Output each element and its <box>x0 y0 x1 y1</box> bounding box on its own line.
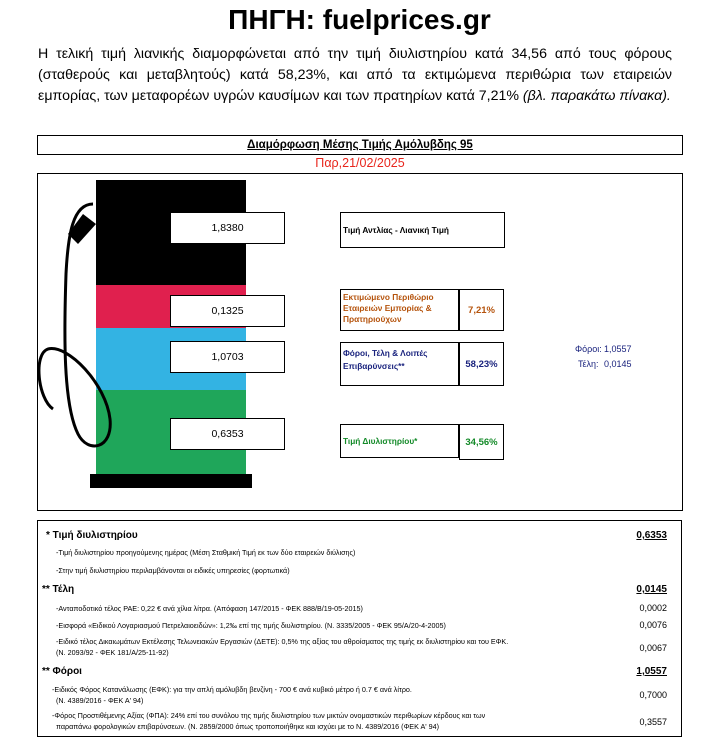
intro-paragraph <box>38 44 672 107</box>
intro-text: Η τελική τιμή λιανικής διαμορφώνεται από την τιμή διυλιστηρίου κατά 34,56 από τους φόρους (σταθερούς και μεταβλητούς) κατά 58,23%, και από τα εκτιμώμενα περιθώρια των εταιρειών εμπορίας, των μεταφορέων υγρών καυσίμων και των πρατηρίων κατά 7,21% <box>38 46 672 104</box>
margin-pct: 7,21% <box>459 289 504 331</box>
chart-title: Διαμόρφωση Μέσης Τιμής Αμόλυβδης 95 <box>247 139 473 151</box>
price-breakdown-chart <box>37 173 683 511</box>
side-taxes-label: Φόροι: <box>575 344 602 354</box>
refinery-note: -Στην τιμή διυλιστηρίου περιλαμβάνονται οι ειδικές υπηρεσίες (φορτωτικά) <box>56 566 290 575</box>
tax-item-value: 0,7000 <box>639 690 667 700</box>
tax-item-text: -Ειδικός Φόρος Κατανάλωσης (ΕΦΚ): για την απλή αμόλυβδη βενζίνη - 700 € ανά κυβικό μέτρο ή 0.7 € ανά λίτρο. <box>52 685 412 694</box>
refinery-heading: * Τιμή διυλιστηρίου <box>46 530 138 541</box>
chart-title-box <box>37 135 683 155</box>
side-taxes-value: 1,0557 <box>604 344 632 354</box>
fee-item-text: -Εισφορά «Ειδικού Λογαριασμού Πετρελαιοειδών»: 1,2‰ επί της τιμής διυλιστηρίου. (Ν. 3335/2005 - ΦΕΚ 95/Α/20-4-2005) <box>56 621 446 630</box>
refinery-pct: 34,56% <box>459 424 504 460</box>
taxes-heading: ** Φόροι <box>42 666 82 677</box>
taxes-pct: 58,23% <box>459 342 504 386</box>
tax-item-value: 0,3557 <box>639 717 667 727</box>
retail-label: Τιμή Αντλίας - Λιανική Τιμή <box>340 212 505 248</box>
tax-item-text-2: (Ν. 4389/2016 - ΦΕΚ Α' 94) <box>56 696 144 705</box>
fee-item-text-2: (Ν. 2093/92 - ΦΕΚ 181/Α/25-11-92) <box>56 648 169 657</box>
intro-note: (βλ. παρακάτω πίνακα). <box>522 88 671 104</box>
fee-item-value: 0,0076 <box>639 620 667 630</box>
fees-heading: ** Τέλη <box>42 584 75 595</box>
refinery-total: 0,6353 <box>636 530 667 541</box>
retail-price-value: 1,8380 <box>170 212 285 244</box>
fee-item-value: 0,0002 <box>639 603 667 613</box>
margin-value: 0,1325 <box>170 295 285 327</box>
tax-item-text: -Φόρος Προστιθέμενης Αξίας (ΦΠΑ): 24% επί του συνόλου της τιμής διυλιστηρίου των μικτών ονομαστικών περιθωρίων κέρδους και των <box>52 711 486 720</box>
side-fees-label: Τέλη: <box>578 359 599 369</box>
taxes-value: 1,0703 <box>170 341 285 373</box>
fee-item-value: 0,0067 <box>639 643 667 653</box>
refinery-note: -Τιμή διυλιστηρίου προηγούμενης ημέρας (Μέση Σταθμική Τιμή εκ των δύο εταιρειών διύλισης) <box>56 548 356 557</box>
breakdown-table <box>37 520 682 737</box>
refinery-value: 0,6353 <box>170 418 285 450</box>
taxes-total: 1,0557 <box>636 666 667 677</box>
taxes-label: Φόροι, Τέλη & Λοιπές Επιβαρύνσεις** <box>340 342 459 386</box>
tax-item-text-2: παραπάνω φορολογικών επιβαρύνσεων. (Ν. 2859/2000 όπως τροποποιήθηκε και ισχύει με το Ν. 4389/2016 (ΦΕΚ Α' 94) <box>56 722 440 731</box>
fees-total: 0,0145 <box>636 584 667 595</box>
margin-label: Εκτιμώμενο Περιθώριο Εταιρειών Εμπορίας & Πρατηριούχων <box>340 289 459 331</box>
side-fees-value: 0,0145 <box>604 359 632 369</box>
fee-item-text: -Ανταποδοτικό τέλος ΡΑΕ: 0,22 € ανά χίλια λίτρα. (Απόφαση 147/2015 - ΦΕΚ 888/Β/19-05-2015) <box>56 604 363 613</box>
chart-date: Παρ,21/02/2025 <box>315 156 405 170</box>
fee-item-text: -Ειδικό τέλος Δικαιωμάτων Εκτέλεσης Τελωνειακών Εργασιών (ΔΕΤΕ): 0,5% της αξίας του αθροίσματος της τιμής εκ διυλιστηρίου και του ΕΦΚ. <box>56 637 509 646</box>
refinery-label: Τιμή Διυλιστηρίου* <box>340 424 459 458</box>
page-title: ΠΗΓΗ: fuelprices.gr <box>228 4 491 35</box>
